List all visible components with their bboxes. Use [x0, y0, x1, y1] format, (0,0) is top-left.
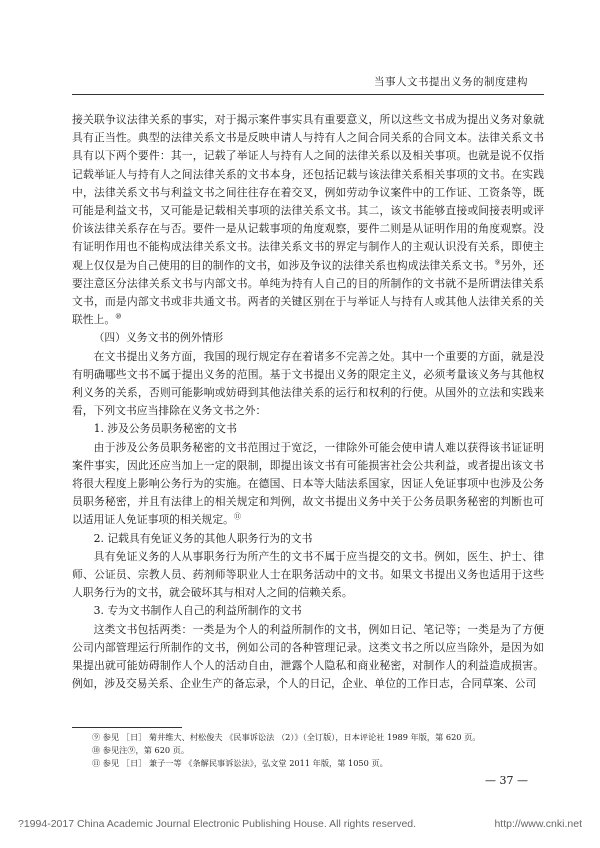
running-header: 当事人文书提出义务的制度建构	[374, 76, 528, 88]
article-body	[72, 111, 544, 694]
paragraph: 在文书提出义务方面，我国的现行规定存在着诸多不完善之处。其中一个重要的方面，就是没有明确哪些文书不属于提出义务的范围。基于文书提出义务的限定主义，必须考量该义务与其他权利义务的关系，否则可能影响或妨碍到其他法律关系的运行和权利的行使。从国外的立法和实践来看，下列文书应当排除在义务文书之外：	[72, 349, 544, 418]
paragraph: 具有免证义务的人从事职务行为所产生的文书不属于应当提交的文书。例如，医生、护士、律师、公证员、宗教人员、药剂师等职业人士在职务活动中的文书。如果文书提出义务也适用于这些人职务行为的文书，就会破坏其与相对人之间的信赖关系。	[72, 549, 544, 600]
footnote-ref[interactable]: ⑨	[494, 258, 501, 267]
footnotes	[72, 731, 544, 770]
paragraph-text: 接关联争议法律关系的事实，对于揭示案件事实具有重要意义，所以这些文书成为提出义务对象就具有正当性。典型的法律关系文书是反映申请人与持有人之间合同关系的合同文本。法律关系文书具有以下两个要件：其一，记载了举证人与持有人之间的法律关系以及相关事项。也就是说不仅指记载举证人与持有人之间法律关系的文书本身，还包括记载与该法律关系相关事项的文书。在实践中，法律关系文书与利益文书之间往往存在着交叉，例如劳动争议案件中的工作证、工资条等，既可能是利益文书，又可能是记载相关事项的法律关系文书。其二，该文书能够直接或间接表明或评价该法律关系存在与否。要件一是从记载事项的角度观察，要件二则是从证明作用的角度观察。没有证明作用也不能构成法律关系文书。法律关系文书的界定与制作人的主观认识没有关系，即使主观上仅仅是为自己使用的目的制作的文书，如涉及争议的法律关系也构成法律关系文书。	[72, 113, 544, 272]
copyright-notice: ?1994-2017 China Academic Journal Electronic Publishing House. All rights reserved.	[18, 818, 417, 830]
paragraph	[72, 111, 544, 329]
paragraph-text: 由于涉及公务员职务秘密的文书范围过于宽泛，一律除外可能会使申请人难以获得该书证证明案件事实，因此还应当加上一定的限制，即提出该文书有可能损害社会公共利益，或者提出该文书将很大程度上影响公务行为的实施。在德国、日本等大陆法系国家，因证人免证事项中也涉及公务员职务秘密，并且有法律上的相关规定和判例，故文书提出义务中关于公务员职务秘密的判断也可以适用证人免证事项的相关规定。	[72, 440, 544, 527]
paragraph-text: 另外，还要注意区分法律关系文书与内部文书。单纯为持有人自己的目的所制作的文书就不是所谓法律关系文书，而是内部文书或非共通文书。两者的关键区别在于与举证人与持有人或其他人法律关系的关联性上。	[72, 258, 545, 327]
page-number: — 37 —	[485, 774, 528, 787]
footnote-rule	[72, 727, 182, 728]
footnote: ⑩ 参见注⑨，第 620 页。	[92, 745, 190, 755]
copyright-bar	[18, 818, 582, 830]
paragraph: 这类文书包括两类：一类是为个人的利益所制作的文书，例如日记、笔记等；一类是为了方便公司内部管理运行所制作的文书，例如公司的各种管理记录。这类文书之所以应当除外，是因为如果提出就可能妨碍制作人个人的活动自由，泄露个人隐私和商业秘密，对制作人的利益造成损害。例如，涉及交易关系、企业生产的备忘录，个人的日记，企业、单位的工作日志，合同草案、公司	[72, 622, 544, 691]
footnote: ⑨ 参见 ［日］ 菊井维大、村松俊夫 《民事诉讼法 （2）》（全订版），日本评论社 1989 年版，第 620 页。	[92, 732, 481, 742]
footnote: ⑪ 参见 ［日］ 兼子一等 《条解民事诉讼法》，弘文堂 2011 年版，第 1050 页。	[92, 758, 388, 768]
publisher-link[interactable]: http://www.cnki.net	[494, 818, 582, 830]
header-rule	[72, 94, 544, 95]
section-heading: （四）义务文书的例外情形	[93, 331, 224, 345]
subsection-heading: 2. 记载具有免证义务的其他人职务行为的文书	[93, 531, 313, 545]
paragraph	[72, 439, 544, 530]
footnote-ref[interactable]: ⑩	[115, 312, 122, 321]
subsection-heading: 1. 涉及公务员职务秘密的文书	[93, 422, 237, 436]
footnote-ref[interactable]: ⑪	[233, 512, 241, 521]
subsection-heading: 3. 专为文书制作人自己的利益所制作的文书	[93, 604, 302, 618]
